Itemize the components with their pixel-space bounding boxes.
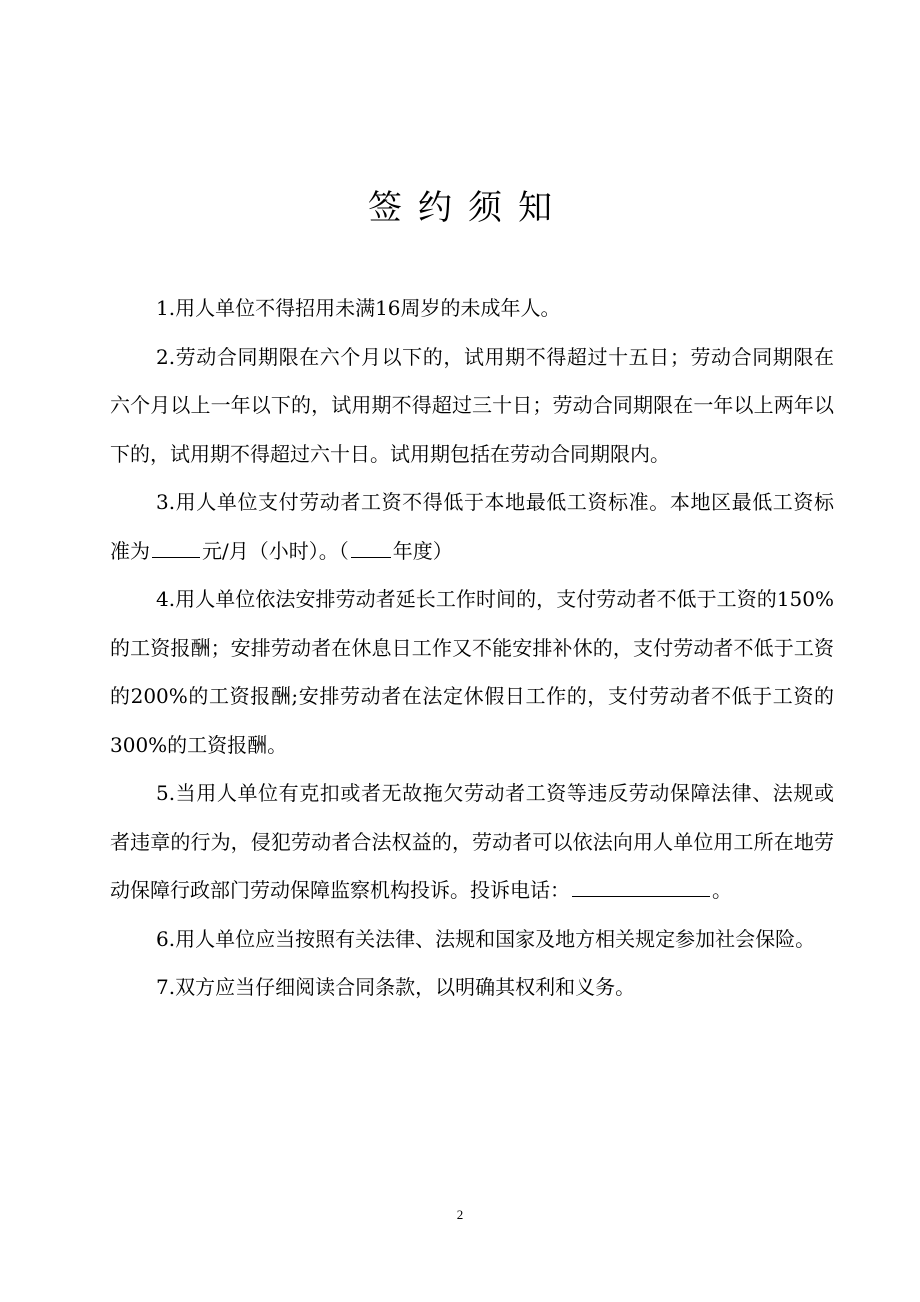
notice-item-3-text-c: 年度）	[392, 538, 453, 563]
notice-item-5	[110, 769, 834, 915]
notice-item-6: 6.用人单位应当按照有关法律、法规和国家及地方相关规定参加社会保险。	[156, 926, 816, 951]
notice-item-7: 7.双方应当仔细阅读合同条款，以明确其权利和义务。	[156, 975, 636, 999]
complaint-phone-blank	[572, 876, 710, 897]
notice-item-2: 2.劳动合同期限在六个月以下的，试用期不得超过十五日；劳动合同期限在六个月以上一年以下的，试用期不得超过三十日；劳动合同期限在一年以上两年以下的，试用期不得超过六十日。试用期包括在劳动合同期限内。	[110, 344, 834, 466]
notice-item-3-text-b: 元/月（小时）。（	[202, 538, 349, 563]
notice-item-3	[110, 478, 834, 575]
notice-item-5-text-b: 。	[712, 878, 732, 902]
page-title: 签约须知	[368, 188, 568, 228]
minimum-wage-blank	[152, 537, 200, 558]
notice-item-4: 4.用人单位依法安排劳动者延长工作时间的，支付劳动者不低于工资的150%的工资报酬；安排劳动者在休息日工作又不能安排补休的，支付劳动者不低于工资的200%的工资报酬;安排劳动者在法定休假日工作的，支付劳动者不低于工资的300%的工资报酬。	[110, 587, 834, 757]
notice-item-1: 1.用人单位不得招用未满16周岁的未成年人。	[156, 296, 561, 320]
year-blank	[351, 537, 391, 558]
notice-body	[110, 284, 834, 1012]
notice-item-3-text-a: 3.用人单位支付劳动者工资不得低于本地最低工资标准。本地区最低工资标准为	[110, 490, 834, 563]
page-number: 2	[456, 1207, 464, 1222]
notice-item-5-text-a: 5.当用人单位有克扣或者无故拖欠劳动者工资等违反劳动保障法律、法规或者违章的行为，侵犯劳动者合法权益的，劳动者可以依法向用人单位用工所在地劳动保障行政部门劳动保障监察机构投诉。投诉电话：	[110, 781, 834, 902]
